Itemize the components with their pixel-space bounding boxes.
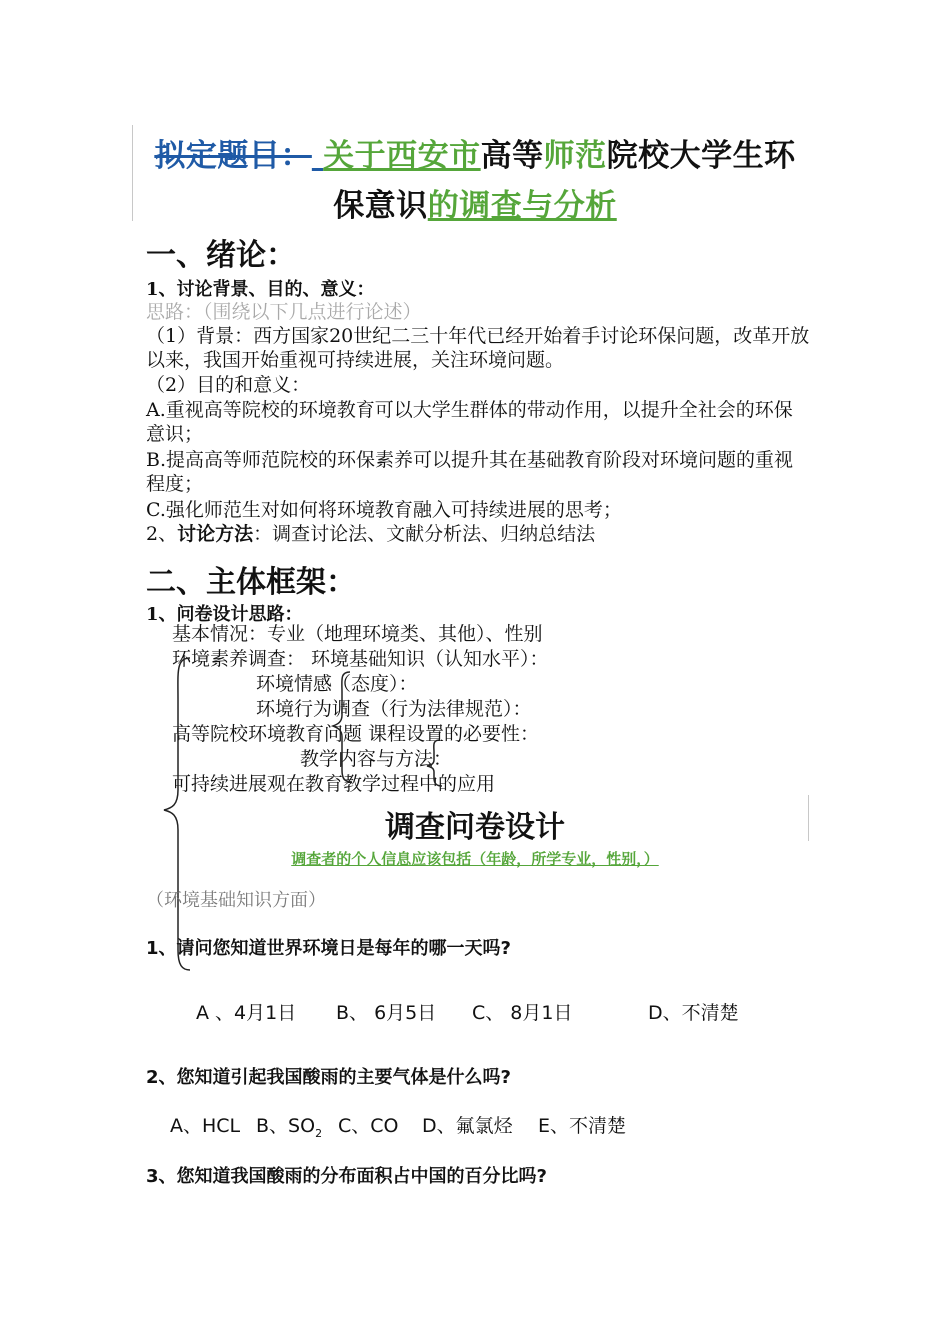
title-part-a: 关于西安市 [323, 138, 481, 174]
q1-option-b[interactable]: B、 6月5日 [336, 1002, 437, 1024]
title-line2-a: 保意识 [333, 188, 428, 224]
question-3: 3、您知道我国酸雨的分布面积占中国的百分比吗? [146, 1166, 547, 1187]
q2-option-b-text: B、SO [256, 1115, 316, 1137]
q1-option-a[interactable]: A 、4月1日 [196, 1002, 297, 1024]
q1-option-d[interactable]: D、不清楚 [648, 1002, 739, 1024]
framework-line-5: 高等院校环境教育问题 课程设置的必要性： [172, 723, 540, 745]
q2-option-d[interactable]: D、氟氯烃 [422, 1115, 513, 1137]
method-label: 讨论方法 [177, 523, 254, 545]
q2-option-b-subscript: 2 [315, 1126, 323, 1140]
small-brace [427, 740, 442, 786]
section1-item-a: A.重视高等院校的环境教育可以大学生群体的带动作用，以提升全社会的环保意识； [146, 399, 793, 445]
title-part-b: 高等 [480, 138, 544, 174]
framework-line-1: 基本情况：专业（地理环境类、其他）、性别 [172, 623, 543, 645]
framework-line-6: 教学内容与方法： [300, 748, 453, 770]
section1-item-b: B.提高高等师范院校的环保素养可以提升其在基础教育阶段对环境问题的重视程度； [146, 449, 794, 495]
title-part-d: 院校大学生环 [606, 138, 796, 174]
q2-option-a[interactable]: A、HCL [170, 1115, 241, 1137]
section1-subheading: 1、讨论背景、目的、意义： [146, 279, 375, 300]
section2-subheading: 1、问卷设计思路： [146, 604, 303, 625]
survey-category: （环境基础知识方面） [146, 890, 326, 911]
section1-background: （1）背景：西方国家20世纪二三十年代已经开始着手讨论环保问题，改革开放以来，我国开始重视可持续进展，关注环境问题。 [146, 325, 810, 371]
q2-option-b[interactable] [256, 1111, 322, 1140]
framework-line-4: 环境行为调查（行为法律规范）： [256, 698, 532, 720]
title-prefix: 拟定题目： [154, 138, 312, 174]
section1-heading: 一、绪论： [146, 238, 296, 273]
title-part-c: 师范 [543, 138, 607, 174]
framework-line-2: 环境素养调查： 环境基础知识（认知水平）： [172, 648, 549, 670]
q2-option-c[interactable]: C、CO [338, 1115, 399, 1137]
framework-line-7: 可持续进展观在教育教学过程中的应用 [172, 773, 496, 795]
question-2: 2、您知道引起我国酸雨的主要气体是什么吗? [146, 1067, 511, 1088]
section2-heading: 二、主体框架： [146, 565, 356, 600]
method-number: 2、 [146, 523, 178, 545]
title-line2-b: 的调查与分析 [427, 188, 617, 224]
method-text: ：调查讨论法、文献分析法、归纳总结法 [253, 523, 596, 545]
question-1: 1、请问您知道世界环境日是每年的哪一天吗? [146, 938, 511, 959]
q2-option-e[interactable]: E、不清楚 [538, 1115, 627, 1137]
framework-line-3: 环境情感（态度）： [256, 673, 418, 695]
section1-purpose-label: （2）目的和意义： [146, 374, 311, 396]
middle-brace [333, 672, 352, 782]
q1-option-c[interactable]: C、 8月1日 [472, 1002, 573, 1024]
survey-title: 调查问卷设计 [385, 810, 565, 845]
section1-hint: 思路：（围绕以下几点进行论述） [146, 301, 422, 323]
section1-item-c: C.强化师范生对如何将环境教育融入可持续进展的思考； [146, 499, 622, 521]
survey-personal-info: 调查者的个人信息应该包括（年龄，所学专业，性别，） [291, 850, 659, 868]
